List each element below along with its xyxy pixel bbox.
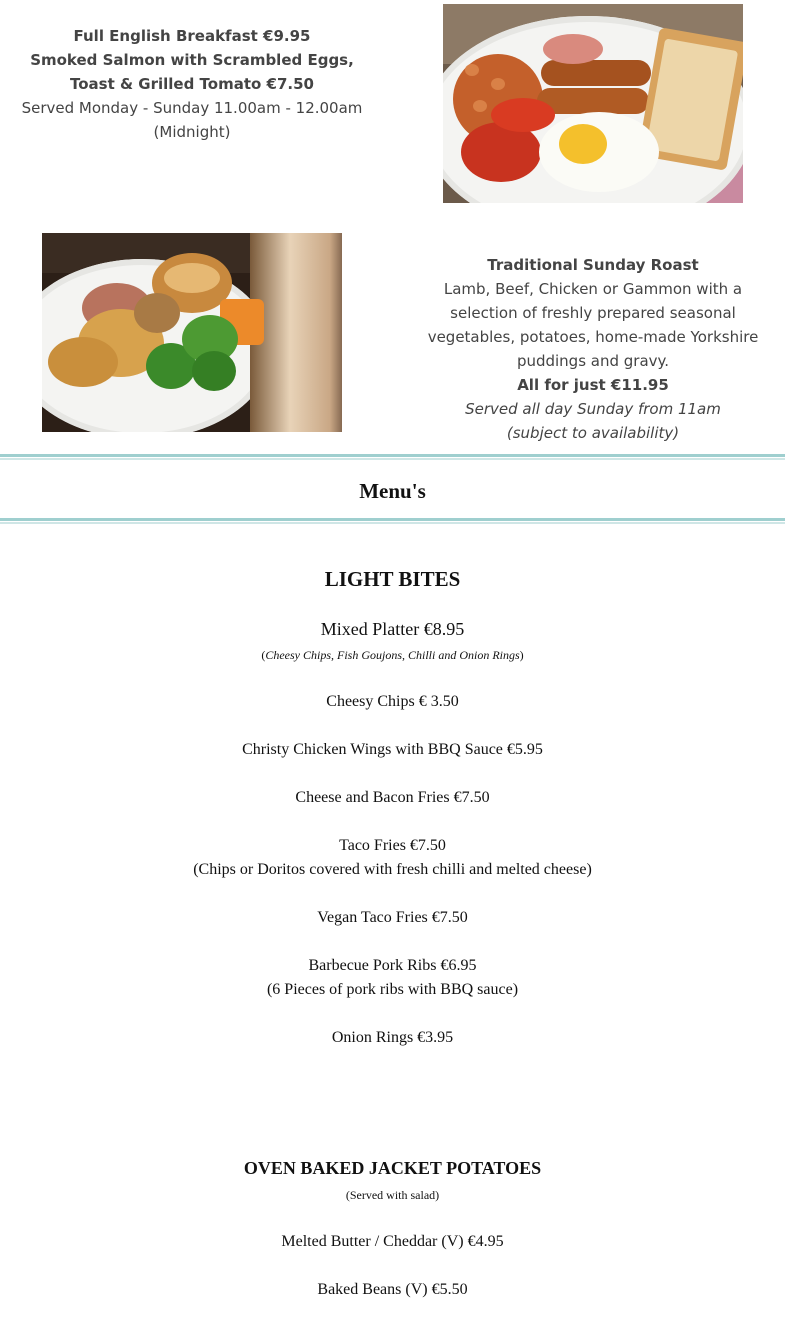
bottom-divider [0,518,785,521]
menu-item-cheesy-chips: Cheesy Chips € 3.50 [326,693,459,710]
menu-item-taco-fries: Taco Fries €7.50 [339,837,446,854]
top-divider [0,454,785,457]
menu-item-chicken-wings: Christy Chicken Wings with BBQ Sauce €5.95 [242,741,543,758]
breakfast-text [14,24,370,144]
menu-item-butter-cheddar: Melted Butter / Cheddar (V) €4.95 [281,1233,504,1250]
breakfast-title: Full English Breakfast €9.95 [73,27,311,45]
mixed-platter: Mixed Platter €8.95 [320,619,465,639]
mixed-platter-note: (Cheesy Chips, Fish Goujons, Chilli and Onion Rings) [261,648,524,662]
menu-heading: Menu's [359,479,426,503]
breakfast-hours: Served Monday - Sunday 11.00am - 12.00am (Midnight) [21,99,363,141]
salmon-item: Smoked Salmon with Scrambled Eggs, Toast & Grilled Tomato €7.50 [30,51,354,93]
roast-photo [42,233,342,432]
menu-item-vegan-taco-fries: Vegan Taco Fries €7.50 [317,909,468,926]
jacket-potatoes-title: OVEN BAKED JACKET POTATOES [243,1158,542,1178]
roast-price: All for just €11.95 [517,376,669,394]
menu-item-baked-beans: Baked Beans (V) €5.50 [317,1281,468,1298]
breakfast-photo [443,4,743,203]
menu-item-onion-rings: Onion Rings €3.95 [331,1029,454,1046]
roast-served: Served all day Sunday from 11am [465,400,721,418]
roast-description: Lamb, Beef, Chicken or Gammon with a selection of freshly prepared seasonal vegetables, potatoes, home-made Yorkshire puddings and gravy. [427,280,759,370]
menu-item-taco-fries-note: (Chips or Doritos covered with fresh chilli and melted cheese) [193,861,592,878]
roast-availability: (subject to availability) [506,424,680,442]
jacket-potatoes-subtitle: (Served with salad) [345,1188,440,1202]
menu-item-pork-ribs-note: (6 Pieces of pork ribs with BBQ sauce) [266,981,519,998]
light-bites-title: LIGHT BITES [324,567,461,591]
top-divider-shadow [0,458,785,460]
roast-text [410,253,776,445]
menu-item-pork-ribs: Barbecue Pork Ribs €6.95 [308,957,477,974]
bottom-divider-shadow [0,522,785,524]
roast-title: Traditional Sunday Roast [487,256,699,274]
menu-item-cheese-bacon-fries: Cheese and Bacon Fries €7.50 [295,789,490,806]
